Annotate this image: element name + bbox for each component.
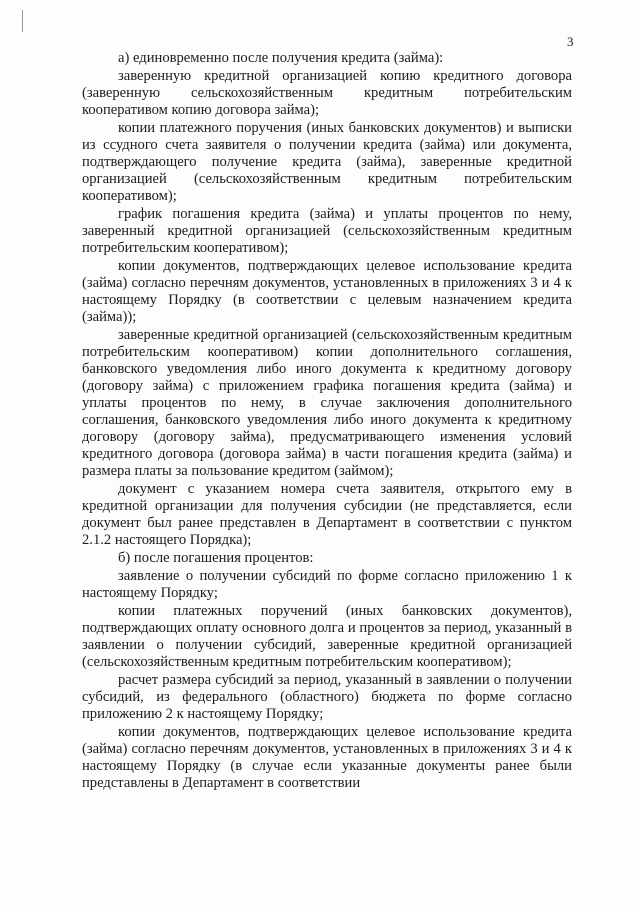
paragraph: заверенную кредитной организацией копию кредитного договора (заверенную сельскохозяйственным кредитным потребительским кооперативом копию договора займа); xyxy=(82,68,572,119)
page-number: 3 xyxy=(567,34,574,49)
paragraph: расчет размера субсидий за период, указанный в заявлении о получении субсидий, из федерального (областного) бюджета по форме согласно приложению 2 к настоящему Порядку; xyxy=(82,672,572,723)
paragraph: заявление о получении субсидий по форме согласно приложению 1 к настоящему Порядку; xyxy=(82,568,572,602)
paragraph: график погашения кредита (займа) и уплаты процентов по нему, заверенный кредитной организацией (сельскохозяйственным кредитным потребительским кооперативом); xyxy=(82,206,572,257)
paragraph-subitem-b: б) после погашения процентов: xyxy=(118,549,314,566)
paragraph: заверенные кредитной организацией (сельскохозяйственным кредитным потребительским кооперативом) копии дополнительного соглашения, банковского уведомления либо иного документа к кредитному договору (договору займа) с приложением графика погашения кредита (займа) и уплаты процентов по нему, в случае заключения дополнительного соглашения, банковского уведомления либо иного документа к кредитному договору (договору займа), предусматривающего изменения условий кредитного договора (договора займа) в части погашения кредита (займа) и размера платы за пользование кредитом (займом); xyxy=(82,327,572,479)
scan-edge-mark xyxy=(22,10,23,32)
paragraph: копии документов, подтверждающих целевое использование кредита (займа) согласно перечням документов, установленных в приложениях 3 и 4 к настоящему Порядку (в случае если указанные документы ранее были представлены в Департамент в соответствии xyxy=(82,724,572,792)
paragraph: документ с указанием номера счета заявителя, открытого ему в кредитной организации для получения субсидии (не представляется, если документ был ранее представлен в Департамент в соответствии с пунктом 2.1.2 настоящего Порядка); xyxy=(82,480,572,548)
paragraph: копии платежных поручений (иных банковских документов), подтверждающих оплату основного долга и процентов за период, указанный в заявлении о получении субсидий, заверенные кредитной организацией (сельскохозяйственным кредитным потребительским кооперативом); xyxy=(82,603,572,671)
paragraph-subitem-a: а) единовременно после получения кредита (займа): xyxy=(118,50,444,66)
paragraph: копии платежного поручения (иных банковских документов) и выписки из ссудного счета заявителя о получении кредита (займа) или документа, подтверждающего получение кредита (займа), заверенные кредитной организацией (сельскохозяйственным кредитным потребительским кооперативом); xyxy=(82,120,572,204)
paragraph: копии документов, подтверждающих целевое использование кредита (займа) согласно перечням документов, установленных в приложениях 3 и 4 к настоящему Порядку (в соответствии с целевым назначением кредита (займа)); xyxy=(82,258,572,326)
document-body xyxy=(82,50,572,793)
